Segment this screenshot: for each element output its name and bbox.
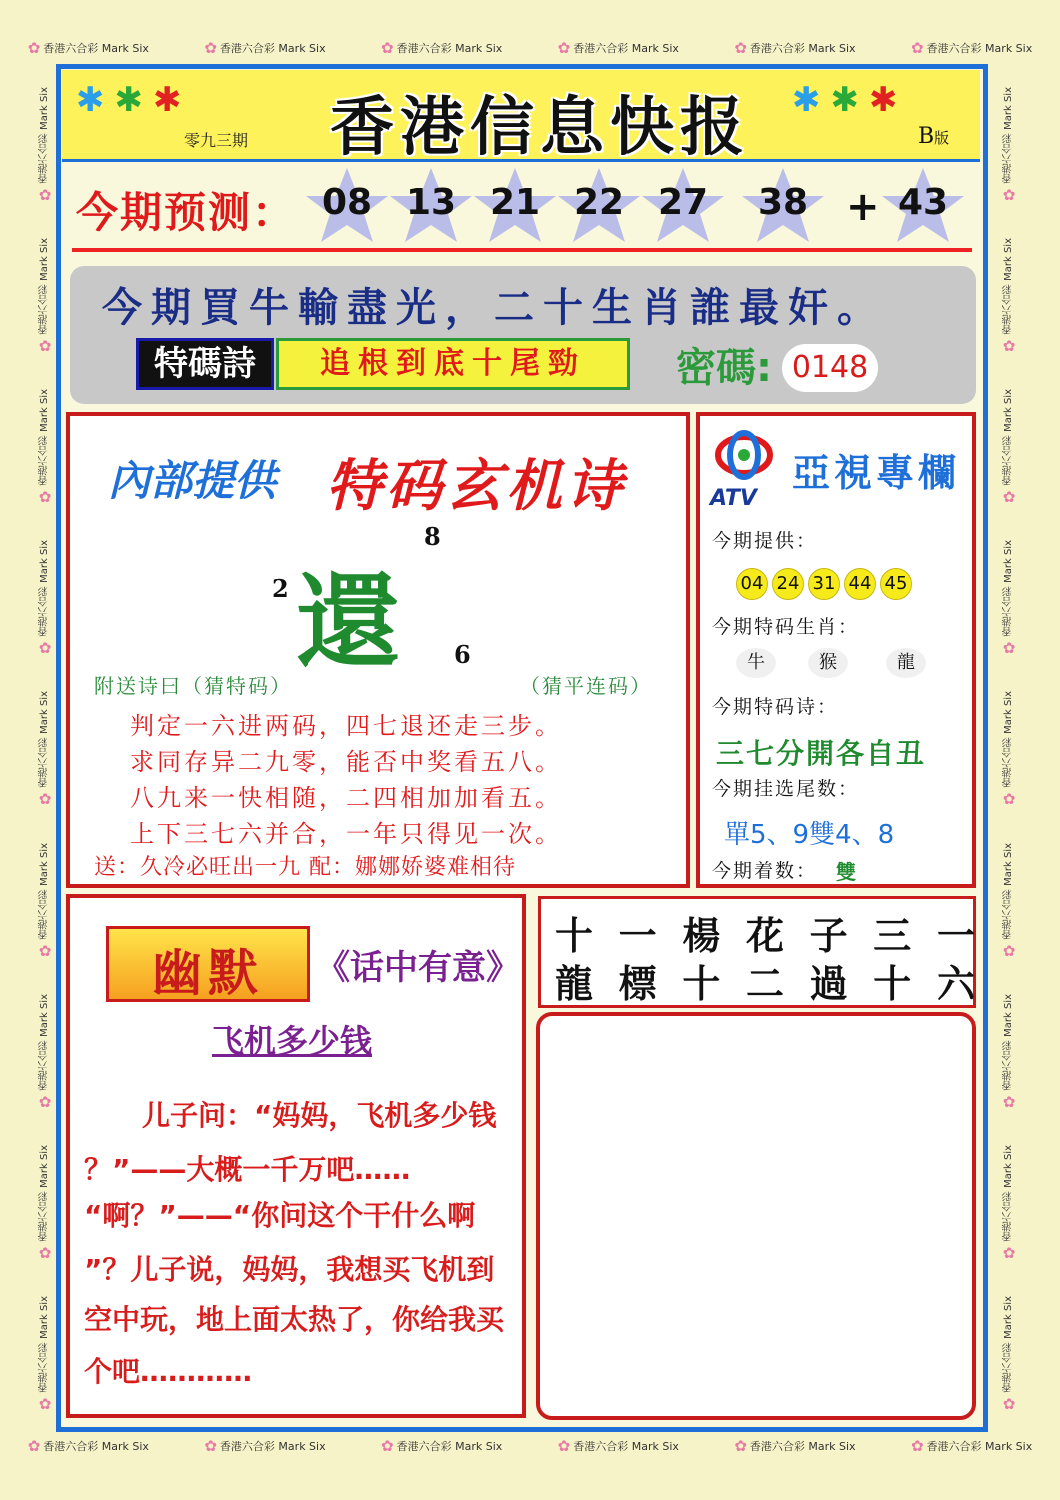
empty-panel <box>536 1012 976 1420</box>
verse-line: 八九来一快相随，二四相加加看五。 <box>130 784 562 812</box>
watermark: ✿ 香港六合彩 Mark Six <box>734 38 856 57</box>
atv-logo-text: ATV <box>710 486 757 511</box>
flower-icon: ✿ <box>999 1394 1018 1413</box>
watermark: ✿ 香港六合彩 Mark Six <box>999 993 1018 1111</box>
hint-number-left: 2 <box>272 574 289 603</box>
flower-icon: ✿ <box>35 488 54 507</box>
watermark: ✿ 香港六合彩 Mark Six <box>35 691 54 809</box>
flower-icon: ✿ <box>27 38 41 57</box>
riddle-character: 還 <box>296 560 401 683</box>
number-ball: 24 <box>772 568 804 600</box>
humor-title: 飞机多少钱 <box>212 1022 373 1060</box>
riddle-char: 花 <box>745 913 784 958</box>
flower-icon: ✿ <box>999 1092 1018 1111</box>
flower-icon: ✿ <box>35 1243 54 1262</box>
watermark: ✿ 香港六合彩 Mark Six <box>999 540 1018 658</box>
watermark: ✿ 香港六合彩 Mark Six <box>557 38 679 57</box>
verse-line: 判定一六进两码，四七退还走三步。 <box>130 712 562 740</box>
watermark: ✿ 香港六合彩 Mark Six <box>35 842 54 960</box>
watermark: ✿ 香港六合彩 Mark Six <box>999 1144 1018 1262</box>
header <box>62 70 980 165</box>
joke-line: 空中玩，地上面太热了，你给我买 <box>84 1303 505 1336</box>
riddle-panel <box>538 896 976 1008</box>
flower-icon: ✿ <box>27 1436 41 1455</box>
watermark: ✿ 香港六合彩 Mark Six <box>35 993 54 1111</box>
asterisk-icon: ✱ <box>153 80 182 120</box>
flower-icon: ✿ <box>999 639 1018 658</box>
joke-line: ”？儿子说，妈妈，我想买飞机到 <box>84 1253 495 1286</box>
atv-logo-icon <box>712 430 776 480</box>
watermark: ✿ 香港六合彩 Mark Six <box>557 1436 679 1455</box>
watermark: ✿ 香港六合彩 Mark Six <box>381 38 503 57</box>
watermark: ✿ 香港六合彩 Mark Six <box>35 1144 54 1262</box>
riddle-char: 十 <box>682 961 721 1006</box>
flower-icon: ✿ <box>35 790 54 809</box>
joke-line: “啊？”——“你问这个干什么啊 <box>84 1199 476 1232</box>
flower-icon: ✿ <box>557 1436 571 1455</box>
prediction-number: 22 <box>554 164 644 244</box>
number-ball: 44 <box>844 568 876 600</box>
verse-line: 上下三七六并合，一年只得见一次。 <box>130 820 562 848</box>
watermark-row-top <box>0 34 1060 62</box>
see-value: 雙 <box>836 860 856 884</box>
provide-label: 今期提供： <box>712 530 818 552</box>
tail-label: 今期挂选尾数： <box>712 778 860 800</box>
humor-panel <box>66 894 526 1418</box>
prediction-number: 21 <box>470 164 560 244</box>
riddle-char: 十 <box>873 961 912 1006</box>
poem-title: 特码玄机诗 <box>326 454 626 519</box>
number-ball: 04 <box>736 568 768 600</box>
poem-label: 今期特码诗： <box>712 696 839 718</box>
flower-icon: ✿ <box>999 1243 1018 1262</box>
watermark: ✿ 香港六合彩 Mark Six <box>35 389 54 507</box>
zodiac-label: 今期特码生肖： <box>712 616 860 638</box>
riddle-char: 龍 <box>555 961 594 1006</box>
flower-icon: ✿ <box>734 1436 747 1455</box>
riddle-char: 三 <box>873 913 912 958</box>
number-balls <box>736 568 912 600</box>
riddle-row <box>555 905 975 960</box>
flower-icon: ✿ <box>999 186 1018 205</box>
hint-number-top: 8 <box>424 522 441 551</box>
riddle-char: 一 <box>618 913 657 958</box>
riddle-row <box>555 953 975 1008</box>
watermark: ✿ 香港六合彩 Mark Six <box>999 238 1018 356</box>
number-ball: 45 <box>880 568 912 600</box>
prediction-number: 38 <box>738 164 828 244</box>
asterisk-icon: ✱ <box>76 80 105 120</box>
joke-line: 个吧………… <box>84 1355 253 1388</box>
flower-icon: ✿ <box>35 1092 54 1111</box>
tail-value: 單5、9雙4、8 <box>724 820 895 850</box>
flower-icon: ✿ <box>910 38 924 57</box>
flower-icon: ✿ <box>35 941 54 960</box>
slogan-box <box>70 266 976 404</box>
riddle-char: 子 <box>809 913 848 958</box>
watermark: ✿ 香港六合彩 Mark Six <box>27 1436 149 1455</box>
slogan-text: 今期買牛輸盡光，二十生肖誰最奸。 <box>102 285 886 331</box>
gift-label-left: 附送诗曰（猜特码） <box>94 674 292 698</box>
tema-poem-text: 追根到底十尾勁 <box>276 338 630 390</box>
special-number: 43 <box>878 164 968 244</box>
watermark: ✿ 香港六合彩 Mark Six <box>27 38 149 57</box>
riddle-char: 標 <box>618 961 657 1006</box>
watermark: ✿ 香港六合彩 Mark Six <box>734 1436 856 1455</box>
flower-icon: ✿ <box>734 38 747 57</box>
flower-icon: ✿ <box>35 1394 54 1413</box>
password-label: 密碼: <box>676 345 772 391</box>
edition-label: B版 <box>918 124 950 149</box>
watermark: ✿ 香港六合彩 Mark Six <box>35 1295 54 1413</box>
riddle-char: 一 <box>936 913 975 958</box>
flower-icon: ✿ <box>35 639 54 658</box>
poem-panel <box>66 412 690 888</box>
flower-icon: ✿ <box>999 941 1018 960</box>
page-title: 香港信息快报 <box>330 90 750 165</box>
prediction-number: 08 <box>302 164 392 244</box>
star-group-left <box>76 80 182 120</box>
send-line: 送：久冷必旺出一九 配：娜娜娇婆难相待 <box>94 855 516 880</box>
joke-line: 儿子问：“妈妈，飞机多少钱 <box>142 1099 497 1132</box>
flower-icon: ✿ <box>35 337 54 356</box>
riddle-char: 二 <box>745 961 784 1006</box>
riddle-char: 楊 <box>682 913 721 958</box>
watermark: ✿ 香港六合彩 Mark Six <box>204 1436 326 1455</box>
flower-icon: ✿ <box>557 38 571 57</box>
star-group-right <box>792 80 898 120</box>
watermark: ✿ 香港六合彩 Mark Six <box>35 238 54 356</box>
watermark: ✿ 香港六合彩 Mark Six <box>999 87 1018 205</box>
watermark: ✿ 香港六合彩 Mark Six <box>35 540 54 658</box>
zodiac-item: 龍 <box>886 648 926 678</box>
humor-badge: 幽默 <box>106 926 310 1002</box>
hint-number-bottom: 6 <box>454 640 471 669</box>
flower-icon: ✿ <box>381 38 394 57</box>
flower-icon: ✿ <box>204 38 217 57</box>
watermark-row-bottom <box>0 1432 1060 1460</box>
asterisk-icon: ✱ <box>792 80 821 120</box>
poem-value: 三七分開各自丑 <box>716 737 927 770</box>
issue-number: 零九三期 <box>184 131 249 150</box>
zodiac-item: 猴 <box>808 648 848 678</box>
flower-icon: ✿ <box>999 790 1018 809</box>
zodiac-item: 牛 <box>736 648 776 678</box>
humor-subtitle: 《话中有意》 <box>316 948 520 988</box>
see-label: 今期着数： <box>712 860 818 882</box>
watermark-col-left <box>32 70 56 1430</box>
watermark: ✿ 香港六合彩 Mark Six <box>910 1436 1033 1455</box>
prediction-number: 13 <box>386 164 476 244</box>
atv-panel <box>696 412 976 888</box>
password-value: 0148 <box>782 344 878 392</box>
watermark: ✿ 香港六合彩 Mark Six <box>35 87 54 205</box>
joke-line: ？”——大概一千万吧…… <box>84 1153 411 1186</box>
flower-icon: ✿ <box>35 186 54 205</box>
flower-icon: ✿ <box>910 1436 924 1455</box>
watermark: ✿ 香港六合彩 Mark Six <box>999 1295 1018 1413</box>
watermark: ✿ 香港六合彩 Mark Six <box>204 38 326 57</box>
flower-icon: ✿ <box>999 488 1018 507</box>
prediction-section <box>66 170 978 254</box>
inner-label: 內部提供 <box>108 456 277 505</box>
asterisk-icon: ✱ <box>869 80 898 120</box>
flower-icon: ✿ <box>381 1436 394 1455</box>
watermark: ✿ 香港六合彩 Mark Six <box>999 389 1018 507</box>
watermark: ✿ 香港六合彩 Mark Six <box>910 38 1033 57</box>
plus-sign: + <box>846 184 880 230</box>
tema-poem-label: 特碼詩 <box>136 338 274 390</box>
riddle-char: 六 <box>936 961 975 1006</box>
atv-title: 亞視專欄 <box>792 450 961 495</box>
watermark-col-right <box>996 70 1020 1430</box>
watermark: ✿ 香港六合彩 Mark Six <box>381 1436 503 1455</box>
riddle-char: 過 <box>809 961 848 1006</box>
flower-icon: ✿ <box>999 337 1018 356</box>
watermark: ✿ 香港六合彩 Mark Six <box>999 691 1018 809</box>
asterisk-icon: ✱ <box>114 80 143 120</box>
flower-icon: ✿ <box>204 1436 217 1455</box>
asterisk-icon: ✱ <box>830 80 859 120</box>
watermark: ✿ 香港六合彩 Mark Six <box>999 842 1018 960</box>
divider <box>72 248 972 252</box>
verse-line: 求同存异二九零，能否中奖看五八。 <box>130 748 562 776</box>
number-ball: 31 <box>808 568 840 600</box>
prediction-number: 27 <box>638 164 728 244</box>
riddle-char: 十 <box>555 913 594 958</box>
prediction-label: 今期预测： <box>76 188 297 237</box>
gift-label-right: （猜平连码） <box>520 674 652 698</box>
